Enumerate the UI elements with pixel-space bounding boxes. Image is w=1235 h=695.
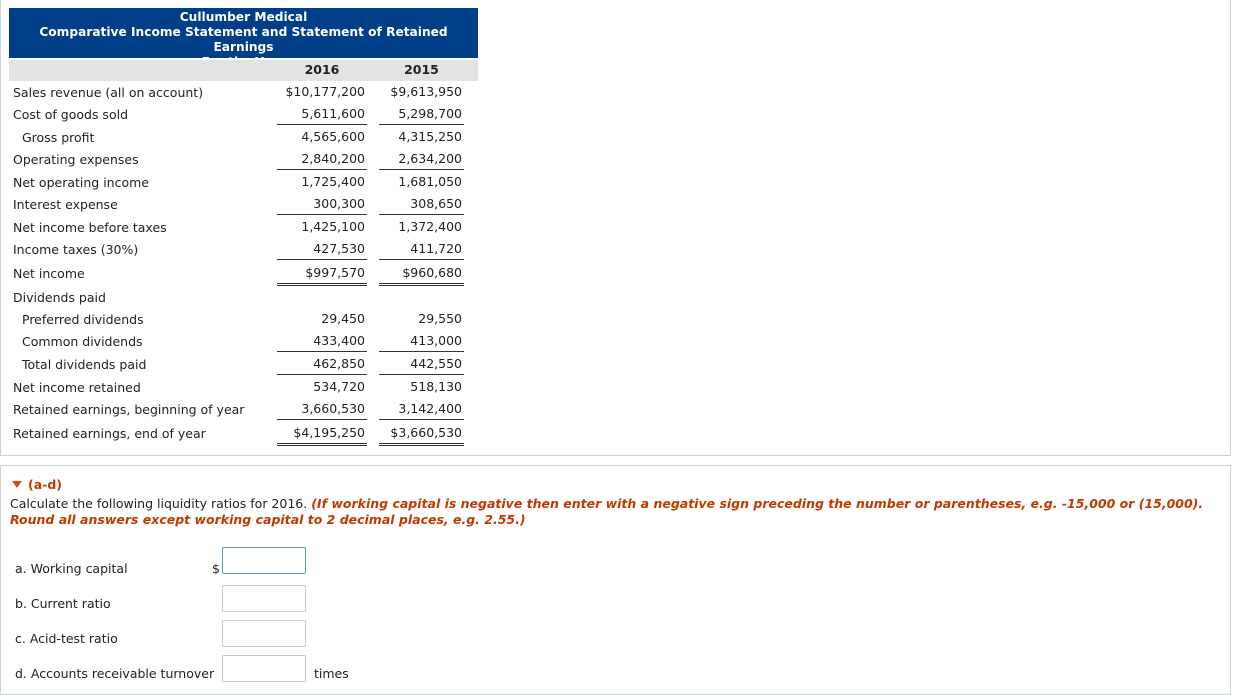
value-2016-net-income: $997,570: [277, 264, 367, 286]
instruction-text: Calculate the following liquidity ratios for 2016.: [10, 496, 308, 511]
value-2016-common-dividends: 433,400: [277, 332, 367, 352]
row-label-cogs: Cost of goods sold: [13, 107, 129, 122]
row-label-sales: Sales revenue (all on account): [13, 85, 204, 100]
label-ar-turnover: d. Accounts receivable turnover: [15, 666, 215, 681]
row-label-dividends-paid: Dividends paid: [13, 290, 106, 305]
value-2015-gross-profit: 4,315,250: [398, 129, 462, 144]
value-2016-net-income-before-taxes: 1,425,100: [301, 219, 365, 234]
row-label-net-operating-income: Net operating income: [13, 175, 149, 190]
instruction-note: (If working capital is negative then enter with a negative sign preceding the number or parentheses, e.g. -15,000 or (15,000). Round all answers except working capital to 2 decimal places, e.g. 2.55.): [10, 496, 1204, 527]
row-label-preferred-dividends: Preferred dividends: [22, 312, 144, 327]
row-label-net-income-retained: Net income retained: [13, 380, 141, 395]
value-2015-total-dividends: 442,550: [379, 355, 464, 375]
unit-times: times: [314, 666, 349, 681]
value-2016-interest-expense: 300,300: [277, 195, 367, 215]
year-2016-header: 2016: [304, 62, 340, 77]
statement-header: [9, 8, 478, 58]
current-ratio-input[interactable]: [222, 585, 306, 612]
section-title: (a-d): [28, 477, 62, 492]
value-2015-net-income-retained: 518,130: [410, 379, 462, 394]
value-2015-operating-expenses: 2,634,200: [379, 150, 464, 170]
value-2016-total-dividends: 462,850: [277, 355, 367, 375]
value-2015-sales: $9,613,950: [390, 84, 462, 99]
row-label-re-beginning: Retained earnings, beginning of year: [13, 402, 245, 417]
company-name: Cullumber Medical: [179, 10, 308, 24]
ar-turnover-input[interactable]: [222, 655, 306, 682]
value-2016-preferred-dividends: 29,450: [321, 311, 365, 326]
row-label-gross-profit: Gross profit: [22, 130, 95, 145]
row-label-operating-expenses: Operating expenses: [13, 152, 139, 167]
value-2015-income-taxes: 411,720: [379, 240, 464, 260]
working-capital-input[interactable]: [222, 547, 306, 574]
value-2016-net-income-retained: 534,720: [313, 379, 365, 394]
value-2015-re-end: $3,660,530: [379, 424, 464, 446]
label-working-capital: a. Working capital: [15, 561, 128, 576]
statement-title: Comparative Income Statement and Statement of Retained Earnings: [39, 25, 448, 54]
year-2015-header: 2015: [404, 62, 439, 77]
value-2016-sales: $10,177,200: [285, 84, 365, 99]
dollar-sign: $: [212, 561, 220, 576]
row-label-re-end: Retained earnings, end of year: [13, 426, 206, 441]
row-label-common-dividends: Common dividends: [22, 334, 143, 349]
value-2015-preferred-dividends: 29,550: [418, 311, 462, 326]
value-2015-net-income: $960,680: [379, 264, 464, 286]
value-2016-income-taxes: 427,530: [277, 240, 367, 260]
acid-test-ratio-input[interactable]: [222, 620, 306, 647]
value-2015-common-dividends: 413,000: [379, 332, 464, 352]
row-label-total-dividends: Total dividends paid: [22, 357, 147, 372]
value-2015-net-operating-income: 1,681,050: [398, 174, 462, 189]
collapse-caret-icon[interactable]: [12, 481, 22, 488]
value-2015-re-beginning: 3,142,400: [379, 400, 464, 420]
value-2015-cogs: 5,298,700: [379, 105, 464, 125]
row-label-interest-expense: Interest expense: [13, 197, 118, 212]
value-2016-re-end: $4,195,250: [277, 424, 367, 446]
label-acid-test-ratio: c. Acid-test ratio: [15, 631, 118, 646]
row-label-net-income: Net income: [13, 266, 85, 281]
value-2016-net-operating-income: 1,725,400: [301, 174, 365, 189]
value-2016-cogs: 5,611,600: [277, 105, 367, 125]
value-2016-operating-expenses: 2,840,200: [277, 150, 367, 170]
value-2016-gross-profit: 4,565,600: [301, 129, 365, 144]
value-2015-net-income-before-taxes: 1,372,400: [398, 219, 462, 234]
instructions: [10, 496, 1225, 527]
value-2016-re-beginning: 3,660,530: [277, 400, 367, 420]
row-label-net-income-before-taxes: Net income before taxes: [13, 220, 167, 235]
value-2015-interest-expense: 308,650: [379, 195, 464, 215]
section-toggle[interactable]: [12, 477, 62, 492]
row-label-income-taxes: Income taxes (30%): [13, 242, 139, 257]
label-current-ratio: b. Current ratio: [15, 596, 111, 611]
